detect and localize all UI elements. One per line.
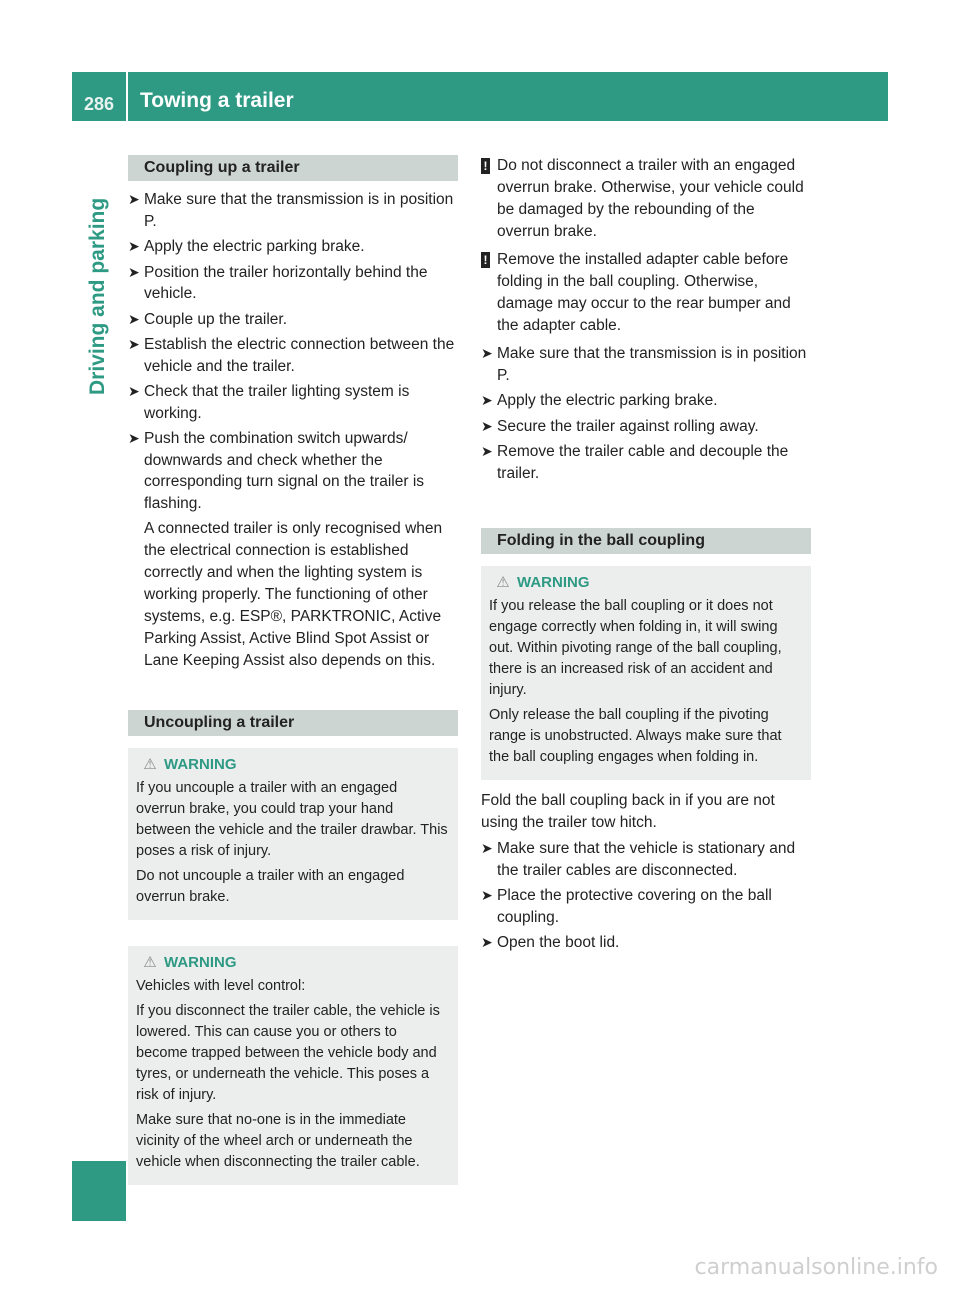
list-item bbox=[128, 189, 458, 232]
arrow-x-icon: ➤ bbox=[128, 263, 140, 280]
note-text: Do not disconnect a trailer with an engaged overrun brake. Otherwise, your vehicle could be damaged by the rebounding of the overrun brake. bbox=[497, 157, 804, 240]
section-title-uncoupling: Uncoupling a trailer bbox=[128, 710, 458, 736]
warning-box bbox=[481, 566, 811, 780]
arrow-x-icon: ➤ bbox=[128, 238, 140, 254]
note-item bbox=[481, 249, 811, 337]
warning-text: Only release the ball coupling if the pivoting range is unobstructed. Always make sure that the ball coupling engages when folding in. bbox=[489, 707, 782, 765]
list-item bbox=[481, 441, 811, 484]
warning-text: If you uncouple a trailer with an engaged overrun brake, you could trap your hand between the vehicle and the trailer drawbar. This poses a risk of injury. bbox=[136, 780, 448, 859]
step-continuation: A connected trailer is only recognised when the electrical connection is established correctly and when the lighting system is working properly. The functioning of other systems, e.g. ESP®, PARKTRONIC, Active Parking Assist, Active Blind Spot Assist or Lane Keeping Assist also depends on this. bbox=[144, 520, 443, 669]
warning-heading: ⚠ WARNING bbox=[136, 952, 450, 974]
step-text: Apply the electric parking brake. bbox=[497, 392, 718, 409]
warning-box bbox=[128, 748, 458, 920]
side-tab-label: Driving and parking bbox=[86, 197, 109, 395]
list-item bbox=[481, 390, 811, 412]
warning-box bbox=[128, 946, 458, 1185]
right-column bbox=[481, 155, 811, 958]
left-column bbox=[128, 155, 458, 1185]
arrow-x-icon: ➤ bbox=[481, 840, 493, 856]
side-tab-marker bbox=[72, 1161, 126, 1221]
page-number: 286 bbox=[84, 94, 115, 114]
header-divider bbox=[126, 72, 128, 121]
list-item bbox=[128, 262, 458, 305]
warning-text: Do not uncouple a trailer with an engaged overrun brake. bbox=[136, 868, 405, 905]
list-item bbox=[481, 416, 811, 438]
paragraph: Fold the ball coupling back in if you are not using the trailer tow hitch. bbox=[481, 792, 775, 831]
arrow-x-icon: ➤ bbox=[128, 310, 140, 327]
section-title-folding: Folding in the ball coupling bbox=[481, 528, 811, 554]
list-item bbox=[128, 334, 458, 377]
step-text: Make sure that the vehicle is stationary and the trailer cables are disconnected. bbox=[497, 840, 796, 879]
section-title-coupling: Coupling up a trailer bbox=[128, 155, 458, 181]
warning-triangle-icon: ⚠ bbox=[496, 574, 510, 591]
step-text: Open the boot lid. bbox=[497, 934, 620, 951]
list-item bbox=[128, 381, 458, 424]
list-item bbox=[481, 932, 811, 954]
warning-text: If you release the ball coupling or it does not engage correctly when folding in, it will swing out. Within pivoting range of the ball coupling, there is an increased risk of an accident and injury. bbox=[489, 598, 782, 698]
note-text: Remove the installed adapter cable before folding in the ball coupling. Otherwise, damage may occur to the rear bumper and the adapter cable. bbox=[497, 251, 791, 334]
arrow-x-icon: ➤ bbox=[128, 383, 140, 399]
warning-text: If you disconnect the trailer cable, the vehicle is lowered. This can cause you or others to become trapped between the vehicle body and tyres, or underneath the vehicle. This poses a risk of injury. bbox=[136, 1003, 440, 1103]
step-text: Check that the trailer lighting system is working. bbox=[144, 383, 410, 422]
warning-heading: ⚠ WARNING bbox=[136, 754, 450, 776]
arrow-x-icon: ➤ bbox=[481, 934, 493, 950]
arrow-x-icon: ➤ bbox=[481, 417, 493, 434]
list-item bbox=[481, 343, 811, 386]
list-item bbox=[128, 428, 458, 514]
list-item bbox=[128, 309, 458, 331]
step-text: Remove the trailer cable and decouple the trailer. bbox=[497, 443, 789, 482]
step-text: Make sure that the transmission is in position P. bbox=[497, 345, 807, 384]
warning-triangle-icon: ⚠ bbox=[143, 756, 157, 773]
warning-heading: ⚠ WARNING bbox=[489, 572, 803, 594]
arrow-x-icon: ➤ bbox=[128, 430, 140, 446]
exclamation-icon: ! bbox=[481, 252, 490, 268]
warning-triangle-icon: ⚠ bbox=[143, 954, 157, 971]
arrow-x-icon: ➤ bbox=[481, 887, 493, 903]
arrow-x-icon: ➤ bbox=[481, 392, 493, 408]
warning-text: Make sure that no-one is in the immediate vicinity of the wheel arch or underneath the vehicle when disconnecting the trailer cable. bbox=[136, 1112, 420, 1170]
step-text: Position the trailer horizontally behind the vehicle. bbox=[144, 263, 428, 302]
step-text: Place the protective covering on the ball coupling. bbox=[497, 887, 772, 926]
arrow-x-icon: ➤ bbox=[481, 345, 493, 361]
arrow-x-icon: ➤ bbox=[128, 191, 140, 207]
step-text: Apply the electric parking brake. bbox=[144, 238, 365, 255]
arrow-x-icon: ➤ bbox=[481, 443, 493, 459]
step-text: Make sure that the transmission is in position P. bbox=[144, 191, 454, 230]
step-text: Push the combination switch upwards/ downwards and check whether the corresponding turn signal on the trailer is flashing. bbox=[144, 430, 425, 512]
watermark: carmanualsonline.info bbox=[694, 1255, 938, 1280]
step-text: Establish the electric connection between the vehicle and the trailer. bbox=[144, 336, 455, 375]
list-item bbox=[481, 838, 811, 881]
step-text: Couple up the trailer. bbox=[144, 310, 288, 328]
warning-text: Vehicles with level control: bbox=[136, 978, 306, 994]
arrow-x-icon: ➤ bbox=[128, 336, 140, 352]
note-item bbox=[481, 155, 811, 243]
list-item bbox=[481, 885, 811, 928]
list-item bbox=[128, 236, 458, 258]
header-bar bbox=[72, 72, 888, 121]
step-text: Secure the trailer against rolling away. bbox=[497, 417, 759, 435]
page-title: Towing a trailer bbox=[140, 89, 294, 112]
exclamation-icon: ! bbox=[481, 158, 490, 174]
